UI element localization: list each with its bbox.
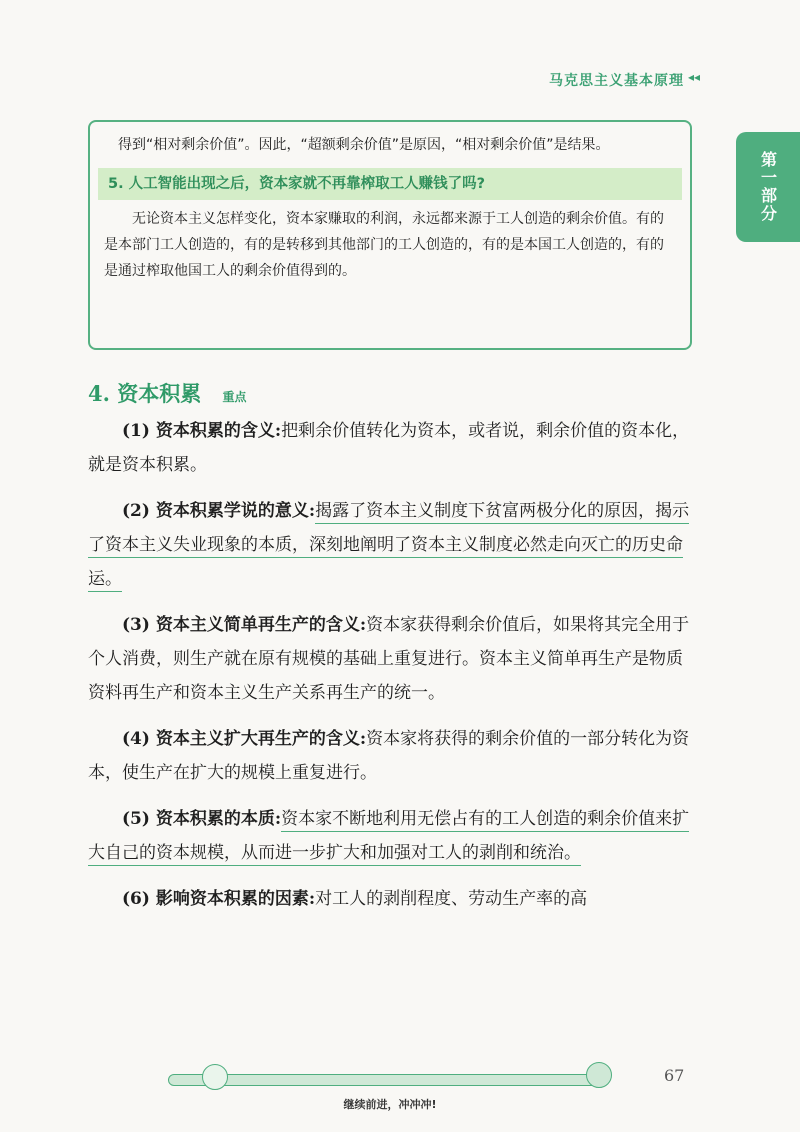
note-question: 5. 人工智能出现之后，资本家就不再靠榨取工人赚钱了吗? bbox=[98, 168, 682, 200]
face-icon bbox=[202, 1064, 228, 1090]
note-paragraph-1: 得到“相对剩余价值”。因此，“超额剩余价值”是原因，“相对剩余价值”是结果。 bbox=[118, 137, 610, 153]
item-1 bbox=[88, 414, 696, 482]
item-text: 资本家获得剩余价值后，如果将其完全用于个人消费，则生产就在原有规模的基础上重复进行。资本主义简单再生产是物质资料再生产和资本主义生产关系再生产的统一。 bbox=[88, 615, 690, 703]
item-text: 资本家将获得的剩余价值的一部分转化为资本，使生产在扩大的规模上重复进行。 bbox=[88, 729, 690, 783]
header-arrows-icon: ◂◂ bbox=[687, 70, 700, 84]
end-circle-icon bbox=[586, 1062, 612, 1088]
item-underlined-text: 揭露了资本主义制度下贫富两极分化的原因，揭示了资本主义失业现象的本质，深刻地阐明了资本主义制度必然走向灭亡的历史命运。 bbox=[88, 501, 689, 592]
part-tab bbox=[736, 132, 800, 242]
note-box bbox=[88, 120, 692, 350]
key-point-badge: 重点 bbox=[222, 390, 247, 404]
item-term: (2) 资本积累学说的意义: bbox=[122, 501, 316, 521]
item-term: (1) 资本积累的含义: bbox=[122, 421, 282, 441]
section-content bbox=[88, 414, 696, 928]
footer-progress-bar bbox=[168, 1074, 600, 1086]
page-number: 67 bbox=[664, 1066, 685, 1085]
part-tab-label: 第一部分 bbox=[758, 151, 778, 223]
item-5 bbox=[88, 802, 696, 870]
section-title: 4. 资本积累 bbox=[88, 381, 202, 406]
note-paragraph-2: 无论资本主义怎样变化，资本家赚取的利润，永远都来源于工人创造的剩余价值。有的是本部门工人创造的，有的是转移到其他部门的工人创造的，有的是本国工人创造的，有的是通过榨取他国工人的剩余价值得到的。 bbox=[104, 211, 664, 279]
section-heading bbox=[88, 378, 247, 408]
item-4 bbox=[88, 722, 696, 790]
item-text: 把剩余价值转化为资本，或者说，剩余价值的资本化，就是资本积累。 bbox=[88, 421, 690, 475]
item-term: (6) 影响资本积累的因素: bbox=[122, 889, 316, 909]
item-2 bbox=[88, 494, 696, 596]
item-term: (3) 资本主义简单再生产的含义: bbox=[122, 615, 367, 635]
footer-slogan: 继续前进，冲冲冲! bbox=[343, 1098, 437, 1111]
item-underlined-text: 资本家不断地利用无偿占有的工人创造的剩余价值来扩大自己的资本规模，从而进一步扩大和加强对工人的剥削和统治。 bbox=[88, 809, 689, 866]
item-text: 对工人的剥削程度、劳动生产率的高 bbox=[315, 889, 588, 909]
running-header: 马克思主义基本原理 bbox=[549, 73, 684, 89]
item-6 bbox=[88, 882, 696, 916]
item-term: (4) 资本主义扩大再生产的含义: bbox=[122, 729, 367, 749]
item-3 bbox=[88, 608, 696, 710]
item-term: (5) 资本积累的本质: bbox=[122, 809, 282, 829]
